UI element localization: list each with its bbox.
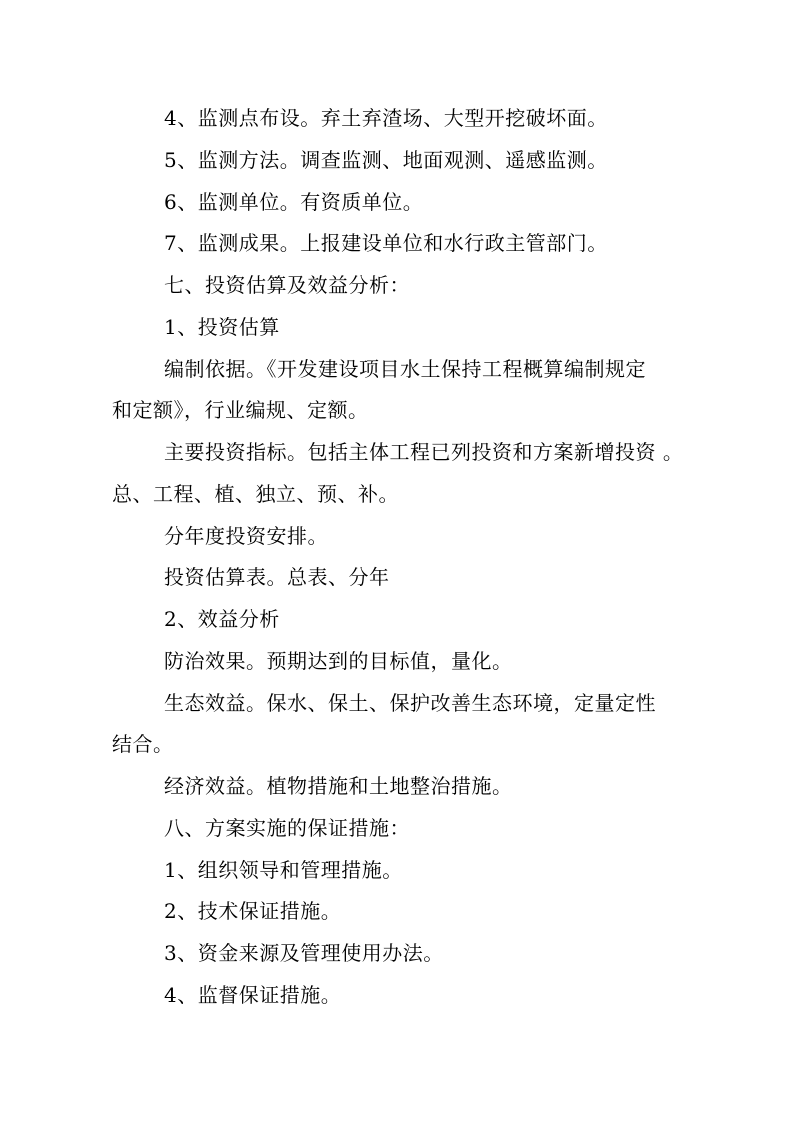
section-heading-investment: 七、投资估算及效益分析： bbox=[164, 273, 410, 297]
text-line-funding: 3、资金来源及管理使用办法。 bbox=[164, 941, 444, 965]
text-line-monitoring-unit: 6、监测单位。有资质单位。 bbox=[164, 190, 424, 214]
subheading-investment-estimate: 1、投资估算 bbox=[164, 315, 280, 339]
text-line-ecological-benefit-cont: 结合。 bbox=[112, 732, 174, 756]
text-line-organization: 1、组织领导和管理措施。 bbox=[164, 858, 403, 882]
text-line-technical: 2、技术保证措施。 bbox=[164, 899, 342, 923]
text-line-prevention-effect: 防治效果。预期达到的目标值，量化。 bbox=[164, 649, 513, 673]
subheading-benefit-analysis: 2、效益分析 bbox=[164, 607, 280, 631]
text-line-monitoring-points: 4、监测点布设。弃土弃渣场、大型开挖破坏面。 bbox=[164, 106, 608, 130]
text-line-ecological-benefit: 生态效益。保水、保土、保护改善生态环境，定量定性 bbox=[164, 691, 656, 715]
text-line-supervision: 4、监督保证措施。 bbox=[164, 983, 342, 1007]
section-heading-guarantee: 八、方案实施的保证措施： bbox=[164, 816, 410, 840]
text-line-compilation-basis-cont: 和定额》，行业编规、定额。 bbox=[112, 398, 369, 422]
text-line-main-indicators-cont: 总、工程、植、独立、预、补。 bbox=[112, 482, 399, 506]
text-line-economic-benefit: 经济效益。植物措施和土地整治措施。 bbox=[164, 774, 513, 798]
text-line-monitoring-results: 7、监测成果。上报建设单位和水行政主管部门。 bbox=[164, 231, 608, 255]
text-line-annual-arrangement: 分年度投资安排。 bbox=[164, 524, 328, 548]
text-line-monitoring-methods: 5、监测方法。调查监测、地面观测、遥感监测。 bbox=[164, 148, 608, 172]
text-line-main-indicators: 主要投资指标。包括主体工程已列投资和方案新增投资 。 bbox=[164, 440, 684, 464]
text-line-compilation-basis: 编制依据。《开发建设项目水土保持工程概算编制规定 bbox=[164, 357, 646, 381]
text-line-estimate-table: 投资估算表。总表、分年 bbox=[164, 565, 390, 589]
